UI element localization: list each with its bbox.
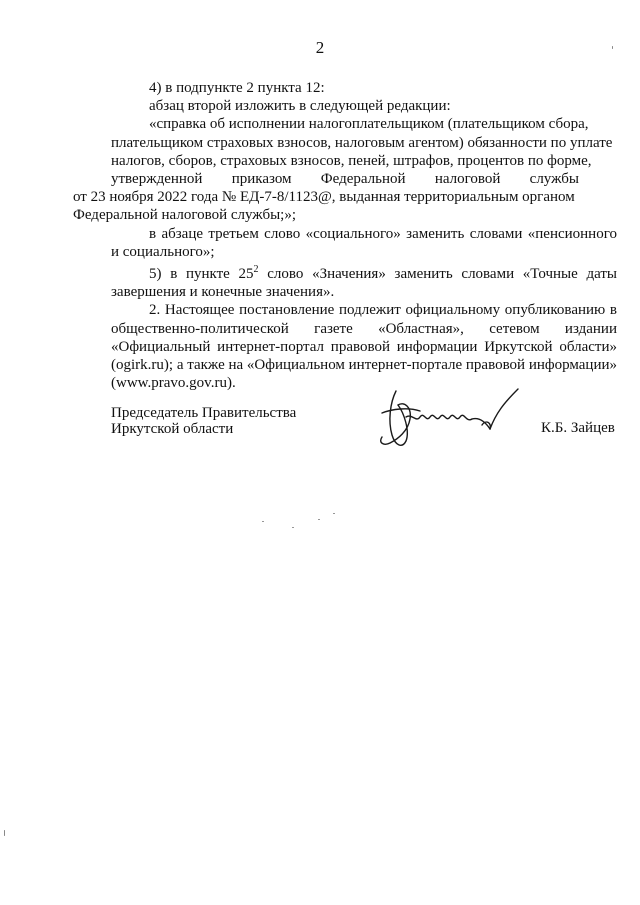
scan-speck: [262, 521, 264, 522]
document-body: [73, 79, 618, 392]
publication-paragraph: 2. Настоящее постановление подлежит официальному опубликованию в общественно-политической газете «Областная», сетевом издании «Официальный интернет-портал правовой информации Иркутской области» (ogirk.ru); а также на «Официальном интернет-портале правовой информации» (www.pravo.gov.ru).: [111, 302, 618, 392]
scan-speck: [4, 830, 5, 836]
page-number: 2: [315, 38, 325, 57]
item-5-paragraph: [111, 261, 617, 301]
quote-line: от 23 ноября 2022 года № ЕД-7-8/1123@, выданная территориальным органом: [73, 189, 575, 206]
scan-speck: [292, 527, 294, 528]
item-5-text-a: 5) в пункте 25: [149, 266, 254, 283]
signatory-title-line: Председатель Правительства: [111, 405, 297, 421]
signatory-title: [111, 406, 296, 437]
paragraph-instruction: абзац второй изложить в следующей редакции:: [149, 98, 451, 115]
signatory-title-line: Иркутской области: [111, 420, 234, 437]
paragraph-quote: [73, 115, 617, 224]
quote-line: плательщиком страховых взносов, налоговым агентом) обязанности по уплате: [111, 134, 613, 151]
quote-line: утвержденной приказом Федеральной налоговой службы: [111, 171, 579, 188]
quote-line: «справка об исполнении налогоплательщиком (плательщиком сбора,: [149, 116, 589, 133]
quote-line: налогов, сборов, страховых взносов, пеней, штрафов, процентов по форме,: [111, 152, 592, 169]
item-5-superscript: 2: [253, 264, 259, 276]
handwritten-signature: [368, 383, 538, 463]
scan-speck: [318, 519, 320, 520]
item-4-heading: 4) в подпункте 2 пункта 12:: [149, 80, 325, 96]
signatory-name: К.Б. Зайцев: [541, 420, 615, 436]
quote-line: Федеральной налоговой службы;»;: [73, 207, 297, 224]
item-5-text-b: слово «Значения» заменить словами «Точные даты завершения и конечные значения».: [111, 266, 617, 301]
scan-speck: [333, 513, 335, 514]
scan-speck: [612, 46, 613, 49]
paragraph-amendment-3: в абзаце третьем слово «социального» заменить словами «пенсионного и социального»;: [111, 225, 617, 260]
